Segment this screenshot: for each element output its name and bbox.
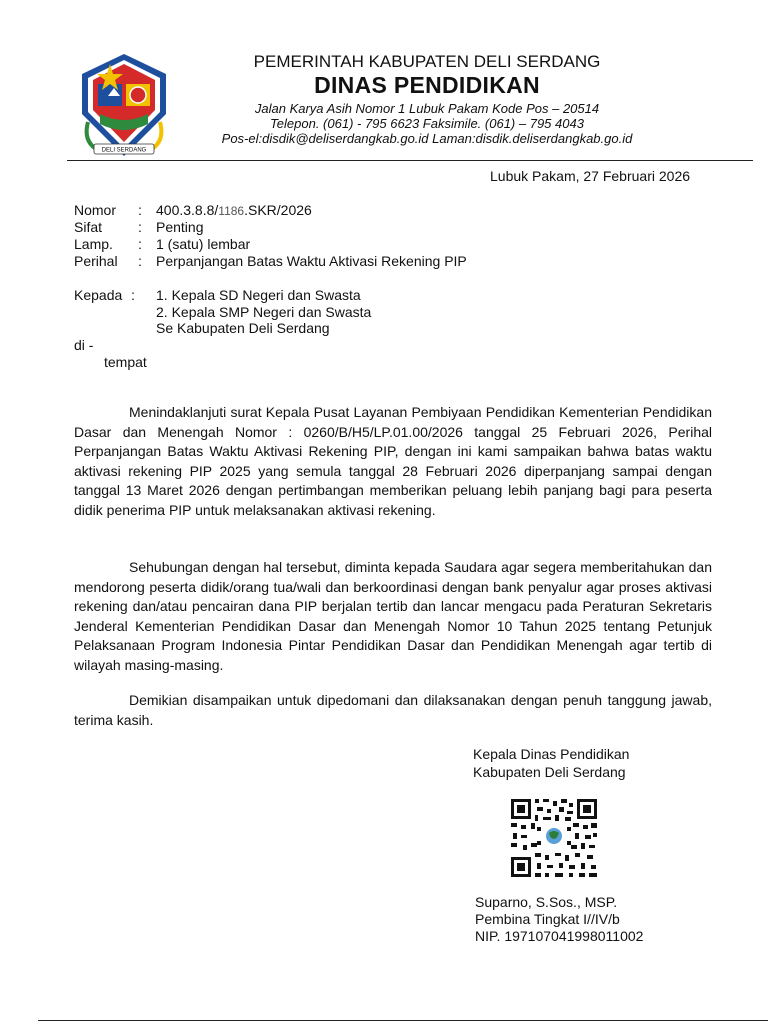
recipient-line-1: 1. Kepala SD Negeri dan Swasta bbox=[156, 287, 361, 303]
agency-address: Jalan Karya Asih Nomor 1 Lubuk Pakam Kode Pos – 20514 bbox=[254, 101, 600, 116]
nomor-suffix: .SKR/2026 bbox=[244, 202, 312, 218]
signature-title-2: Kabupaten Deli Serdang bbox=[473, 764, 626, 780]
perihal-colon: : bbox=[138, 253, 142, 269]
lamp-colon: : bbox=[138, 236, 142, 252]
agency-contact: Pos-el:disdik@deliserdangkab.go.id Laman:disdik.deliserdangkab.go.id bbox=[221, 131, 633, 146]
agency-name: DINAS PENDIDIKAN bbox=[314, 72, 540, 98]
sifat-colon: : bbox=[138, 219, 142, 235]
deli-serdang-logo-icon bbox=[78, 52, 170, 162]
sifat-value: Penting bbox=[156, 219, 204, 235]
nomor-prefix: 400.3.8.8/ bbox=[156, 202, 219, 218]
nomor-number: 1186 bbox=[218, 204, 245, 218]
agency-phone: Telepon. (061) - 795 6623 Faksimile. (061) – 795 4043 bbox=[270, 116, 584, 131]
perihal-label: Perihal bbox=[74, 253, 118, 269]
perihal-value: Perpanjangan Batas Waktu Aktivasi Rekening PIP bbox=[156, 253, 467, 269]
recipient-line-3: Se Kabupaten Deli Serdang bbox=[156, 320, 330, 336]
body-paragraph-2: Sehubungan dengan hal tersebut, diminta kepada Saudara agar segera memberitahukan dan mendorong peserta didik/orang tua/wali dan berkoordinasi dengan bank penyalur agar proses aktivasi rekening dan/atau pencairan dana PIP berjalan tertib dan lancar mengacu pada Peraturan Sekretaris Jenderal Kementerian Pendidikan Dasar dan Menengah Nomor 10 Tahun 2025 tentang Petunjuk Pelaksanaan Program Indonesia Pintar Pendidikan Dasar dan Pendidikan Menengah agar tertib di wilayah masing-masing. bbox=[74, 559, 712, 673]
kepada-colon: : bbox=[131, 287, 135, 303]
sifat-label: Sifat bbox=[74, 219, 103, 235]
lamp-label: Lamp. bbox=[74, 236, 113, 252]
signatory-name: Suparno, S.Sos., MSP. bbox=[475, 894, 618, 910]
nomor-colon: : bbox=[138, 202, 142, 218]
body-paragraph-1: Menindaklanjuti surat Kepala Pusat Layanan Pembiyaan Pendidikan Kementerian Pendidikan Dasar dan Menengah Nomor : 0260/B/H5/LP.01.00/2026 tanggal 25 Februari 2026, Perihal Perpanjangan Batas Waktu Aktivasi Rekening PIP, dengan ini kami sampaikan bahwa batas waktu aktivasi rekening PIP 2025 yang semula tanggal 28 Februari 2026 diperpanjang sampai dengan tanggal 13 Maret 2026 dengan pertimbangan memberikan peluang lebih panjang bagi para peserta didik penerima PIP untuk melaksanakan aktivasi rekening. bbox=[74, 404, 712, 518]
nomor-value bbox=[156, 202, 312, 220]
qr-code-icon bbox=[509, 797, 599, 879]
signatory-nip: NIP. 197107041998011002 bbox=[475, 928, 644, 944]
footer-divider bbox=[38, 1020, 768, 1021]
lamp-value: 1 (satu) lembar bbox=[156, 236, 251, 252]
signature-title-1: Kepala Dinas Pendidikan bbox=[473, 746, 630, 762]
recipient-tempat: tempat bbox=[104, 354, 147, 370]
government-name: PEMERINTAH KABUPATEN DELI SERDANG bbox=[253, 52, 601, 71]
logo-banner-text: DELI SERDANG bbox=[101, 147, 147, 154]
body-paragraph-3: Demikian disampaikan untuk dipedomani dan dilaksanakan dengan penuh tanggung jawab, terima kasih. bbox=[74, 692, 712, 728]
recipient-line-2: 2. Kepala SMP Negeri dan Swasta bbox=[156, 304, 372, 320]
recipient-di: di - bbox=[74, 337, 94, 353]
letter-date: Lubuk Pakam, 27 Februari 2026 bbox=[490, 168, 691, 184]
kepada-label: Kepada bbox=[74, 287, 123, 303]
header-divider bbox=[67, 160, 753, 161]
signatory-rank: Pembina Tingkat I//IV/b bbox=[475, 911, 620, 927]
nomor-label: Nomor bbox=[74, 202, 117, 218]
